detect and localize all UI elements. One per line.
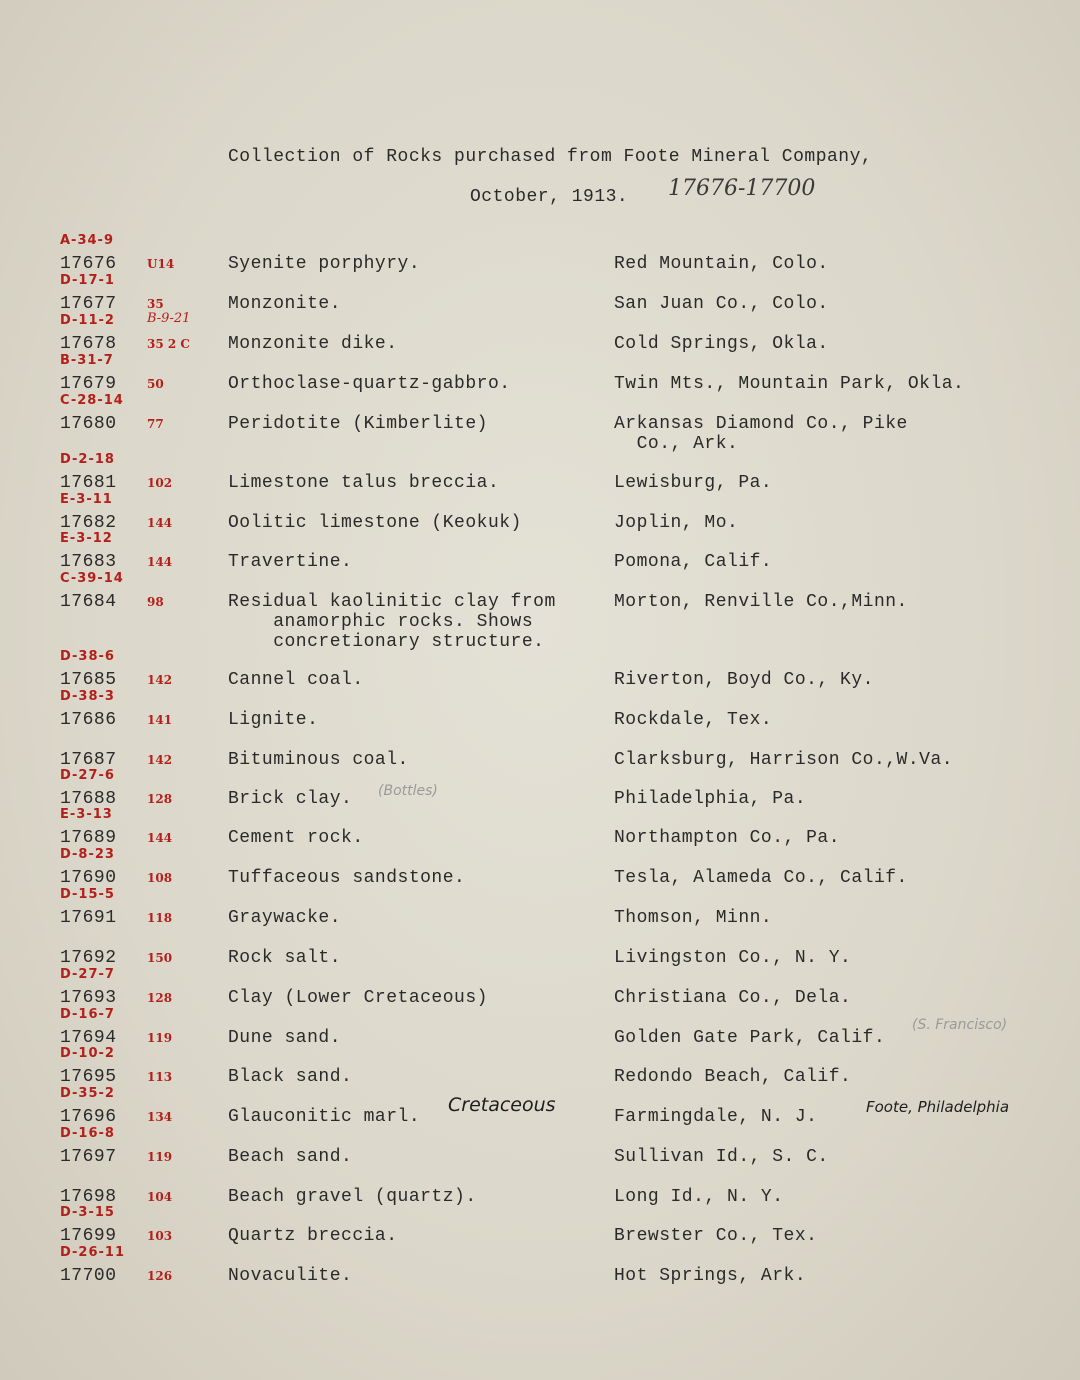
- red-reference-code: D-2-18: [60, 452, 115, 467]
- red-drawer-number: 35 2 C: [147, 337, 190, 351]
- catalog-row: [0, 689, 1080, 741]
- red-reference-code: D-15-5: [60, 887, 115, 902]
- catalog-number: 17694: [60, 1028, 117, 1048]
- catalog-number: 17683: [60, 552, 117, 572]
- catalog-row: [0, 807, 1080, 859]
- title-line-1: Collection of Rocks purchased from Foote Mineral Company,: [228, 147, 873, 167]
- catalog-row: [0, 1205, 1080, 1257]
- red-drawer-number: 35: [147, 297, 164, 311]
- red-reference-code: D-10-2: [60, 1046, 115, 1061]
- red-reference-code: C-28-14: [60, 393, 124, 408]
- red-reference-code: D-27-6: [60, 768, 115, 783]
- catalog-row: [0, 1245, 1080, 1297]
- red-reference-code: B-31-7: [60, 353, 114, 368]
- red-reference-code: D-35-2: [60, 1086, 115, 1101]
- catalog-number: 17698: [60, 1187, 117, 1207]
- rock-name: Glauconitic marl.: [228, 1107, 421, 1127]
- locality: Arkansas Diamond Co., Pike Co., Ark.: [614, 414, 908, 454]
- catalog-number: 17696: [60, 1107, 117, 1127]
- red-reference-code: D-27-7: [60, 967, 115, 982]
- locality: Philadelphia, Pa.: [614, 789, 807, 809]
- catalog-number: 17681: [60, 473, 117, 493]
- red-drawer-number: 128: [147, 792, 173, 806]
- catalog-row: [0, 233, 1080, 285]
- red-drawer-number: 104: [147, 1190, 173, 1204]
- red-drawer-number: 134: [147, 1110, 173, 1124]
- rock-name: Bituminous coal.: [228, 750, 409, 770]
- locality: Joplin, Mo.: [614, 513, 739, 533]
- rock-name: Monzonite.: [228, 294, 342, 314]
- locality: Morton, Renville Co.,Minn.: [614, 592, 908, 612]
- rock-name: Black sand.: [228, 1067, 353, 1087]
- locality: Lewisburg, Pa.: [614, 473, 773, 493]
- locality: Redondo Beach, Calif.: [614, 1067, 852, 1087]
- red-reference-code: D-17-1: [60, 273, 115, 288]
- dune-sand-note: (S. Francisco): [912, 1017, 1008, 1033]
- red-drawer-number: 142: [147, 673, 173, 687]
- red-reference-code: D-38-6: [60, 649, 115, 664]
- catalog-number: 17677: [60, 294, 117, 314]
- rock-name: Tuffaceous sandstone.: [228, 868, 466, 888]
- catalog-number: 17700: [60, 1266, 117, 1286]
- red-drawer-number: 128: [147, 991, 173, 1005]
- catalog-row: [0, 492, 1080, 544]
- catalog-row: [0, 768, 1080, 820]
- rock-name: Beach sand.: [228, 1147, 353, 1167]
- rock-name: Rock salt.: [228, 948, 342, 968]
- locality: Christiana Co., Dela.: [614, 988, 852, 1008]
- catalog-row: [0, 571, 1080, 652]
- red-drawer-number: 142: [147, 753, 173, 767]
- locality: Riverton, Boyd Co., Ky.: [614, 670, 874, 690]
- catalog-row: [0, 452, 1080, 504]
- catalog-number: 17687: [60, 750, 117, 770]
- catalog-row: [0, 939, 1080, 979]
- catalog-row: [0, 531, 1080, 583]
- rock-name: Residual kaolinitic clay from anamorphic rocks. Shows concretionary structure.: [228, 592, 556, 652]
- catalog-row: [0, 967, 1080, 1019]
- red-drawer-number: 150: [147, 951, 173, 965]
- catalog-row: [0, 649, 1080, 701]
- rock-name: Graywacke.: [228, 908, 342, 928]
- catalog-number: 17684: [60, 592, 117, 612]
- catalog-row: [0, 1046, 1080, 1098]
- red-drawer-number: 126: [147, 1269, 173, 1283]
- red-drawer-number: 102: [147, 476, 173, 490]
- locality: Long Id., N. Y.: [614, 1187, 784, 1207]
- rock-name: Dune sand.: [228, 1028, 342, 1048]
- catalog-number: 17689: [60, 828, 117, 848]
- catalog-number: 17691: [60, 908, 117, 928]
- locality: Twin Mts., Mountain Park, Okla.: [614, 374, 965, 394]
- catalog-row: [0, 741, 1080, 781]
- locality: Sullivan Id., S. C.: [614, 1147, 829, 1167]
- red-drawer-number: 118: [147, 911, 173, 925]
- rock-name: Oolitic limestone (Keokuk): [228, 513, 522, 533]
- red-drawer-number: 144: [147, 516, 173, 530]
- catalog-row: [0, 1126, 1080, 1178]
- rock-name: Syenite porphyry.: [228, 254, 421, 274]
- catalog-row: [0, 393, 1080, 454]
- catalog-number: 17679: [60, 374, 117, 394]
- red-drawer-number: 144: [147, 831, 173, 845]
- locality: Tesla, Alameda Co., Calif.: [614, 868, 908, 888]
- red-drawer-number: 103: [147, 1229, 173, 1243]
- red-drawer-number: 144: [147, 555, 173, 569]
- locality: Brewster Co., Tex.: [614, 1226, 818, 1246]
- red-reference-code: D-26-11: [60, 1245, 126, 1260]
- handwritten-catalog-range: 17676-17700: [668, 176, 816, 201]
- row3-pencil-ref: B-9-21: [147, 311, 191, 326]
- red-reference-code: D-11-2: [60, 313, 115, 328]
- rock-name: Novaculite.: [228, 1266, 353, 1286]
- foote-philadelphia-note: Foote, Philadelphia: [866, 1098, 1010, 1116]
- red-reference-code: D-16-7: [60, 1007, 115, 1022]
- locality: Cold Springs, Okla.: [614, 334, 829, 354]
- catalog-number: 17697: [60, 1147, 117, 1167]
- rock-name: Cannel coal.: [228, 670, 364, 690]
- catalog-number: 17693: [60, 988, 117, 1008]
- catalog-number: 17682: [60, 513, 117, 533]
- locality: Hot Springs, Ark.: [614, 1266, 807, 1286]
- red-drawer-number: 98: [147, 595, 164, 609]
- red-reference-code: E-3-12: [60, 531, 113, 546]
- red-drawer-number: 141: [147, 713, 173, 727]
- catalog-number: 17699: [60, 1226, 117, 1246]
- rock-name: Brick clay.: [228, 789, 353, 809]
- catalog-number: 17685: [60, 670, 117, 690]
- catalog-number: 17676: [60, 254, 117, 274]
- red-reference-code: D-3-15: [60, 1205, 115, 1220]
- locality: San Juan Co., Colo.: [614, 294, 829, 314]
- locality: Livingston Co., N. Y.: [614, 948, 852, 968]
- cretaceous-note: Cretaceous: [448, 1094, 556, 1116]
- locality: Red Mountain, Colo.: [614, 254, 829, 274]
- rock-name: Travertine.: [228, 552, 353, 572]
- catalog-row: [0, 353, 1080, 405]
- red-reference-code: E-3-11: [60, 492, 113, 507]
- locality: Farmingdale, N. J.: [614, 1107, 818, 1127]
- locality: Northampton Co., Pa.: [614, 828, 841, 848]
- rock-name: Orthoclase-quartz-gabbro.: [228, 374, 511, 394]
- red-reference-code: D-16-8: [60, 1126, 115, 1141]
- catalog-number: 17692: [60, 948, 117, 968]
- catalog-number: 17678: [60, 334, 117, 354]
- catalog-row: [0, 847, 1080, 899]
- catalog-number: 17690: [60, 868, 117, 888]
- locality: Thomson, Minn.: [614, 908, 773, 928]
- rock-name: Cement rock.: [228, 828, 364, 848]
- red-drawer-number: 119: [147, 1031, 173, 1045]
- catalog-row: [0, 887, 1080, 939]
- rock-name: Quartz breccia.: [228, 1226, 398, 1246]
- red-drawer-number: 108: [147, 871, 173, 885]
- rock-name: Beach gravel (quartz).: [228, 1187, 477, 1207]
- catalog-row: [0, 1178, 1080, 1218]
- red-drawer-number: U14: [147, 257, 175, 271]
- catalog-number: 17695: [60, 1067, 117, 1087]
- red-drawer-number: 113: [147, 1070, 173, 1084]
- rock-name: Monzonite dike.: [228, 334, 398, 354]
- catalog-number: 17680: [60, 414, 117, 434]
- locality: Golden Gate Park, Calif.: [614, 1028, 886, 1048]
- catalog-number: 17688: [60, 789, 117, 809]
- brick-clay-note: (Bottles): [378, 783, 438, 799]
- locality: Pomona, Calif.: [614, 552, 773, 572]
- red-drawer-number: 77: [147, 417, 164, 431]
- red-drawer-number: 50: [147, 377, 164, 391]
- rock-name: Limestone talus breccia.: [228, 473, 500, 493]
- red-reference-code: E-3-13: [60, 807, 113, 822]
- red-reference-code: D-8-23: [60, 847, 115, 862]
- red-reference-code: A-34-9: [60, 233, 114, 248]
- rock-name: Peridotite (Kimberlite): [228, 414, 488, 434]
- rock-name: Lignite.: [228, 710, 319, 730]
- red-drawer-number: 119: [147, 1150, 173, 1164]
- red-reference-code: C-39-14: [60, 571, 124, 586]
- catalog-number: 17686: [60, 710, 117, 730]
- locality: Rockdale, Tex.: [614, 710, 773, 730]
- rock-name: Clay (Lower Cretaceous): [228, 988, 488, 1008]
- locality: Clarksburg, Harrison Co.,W.Va.: [614, 750, 954, 770]
- red-reference-code: D-38-3: [60, 689, 115, 704]
- title-line-2: October, 1913.: [470, 187, 629, 207]
